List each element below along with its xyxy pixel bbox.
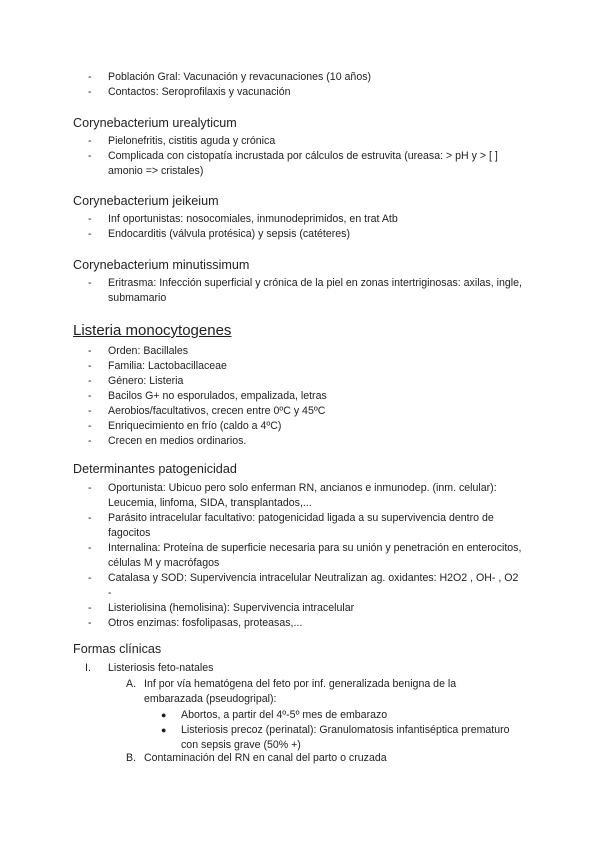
list-item: - Orden: Bacillales [0, 344, 600, 359]
list-item: - Otros enzimas: fosfolipasas, proteasas,... [0, 616, 600, 631]
list-item: - Crecen en medios ordinarios. [0, 434, 600, 449]
list-item: - Género: Listeria [0, 374, 600, 389]
list-item: - Oportunista: Ubicuo pero solo enferman RN, ancianos e inmunodep. (inm. celular): Leucemia, linfoma, SIDA, transplantados,... [0, 481, 600, 511]
section-heading-formas: Formas clínicas [73, 642, 162, 656]
list-item: - Enriquecimiento en frío (caldo a 4ºC) [0, 419, 600, 434]
bullet-item-text: Abortos, a partir del 4º-5º mes de embarazo [181, 709, 388, 721]
list-item: - Población Gral: Vacunación y revacunaciones (10 años) [0, 70, 600, 85]
alpha-item-text: Inf por vía hematógena del feto por inf. generalizada benigna de la embarazada (pseudogripal): [144, 678, 457, 705]
alpha-marker: A. [126, 678, 137, 690]
list-item: - Contactos: Seroprofilaxis y vacunación [0, 85, 600, 100]
list-item: - Bacilos G+ no esporulados, empalizada, letras [0, 389, 600, 404]
list-item: - Listeriolisina (hemolisina): Supervivencia intracelular [0, 601, 600, 616]
list-item: - Complicada con cistopatía incrustada por cálculos de estruvita (ureasa: > pH y > [ ] amonio => cristales) [0, 149, 600, 179]
section-heading-determinantes: Determinantes patogenicidad [73, 462, 237, 476]
roman-item-text: Listeriosis feto-natales [108, 662, 214, 674]
urealyticum-list [0, 134, 600, 179]
section-heading-urealyticum: Corynebacterium urealyticum [73, 116, 237, 130]
bullet-dot-icon: ● [161, 725, 167, 735]
bullet-dot-icon: ● [161, 710, 167, 720]
listeria-list [0, 344, 600, 449]
intro-list [0, 70, 600, 100]
section-heading-jeikeium: Corynebacterium jeikeium [73, 194, 219, 208]
list-item: - Parásito intracelular facultativo: patogenicidad ligada a su supervivencia dentro de fagocitos [0, 511, 600, 541]
minutissimum-list [0, 276, 600, 306]
list-item: - Eritrasma: Infección superficial y crónica de la piel en zonas intertriginosas: axilas, ingle, submamario [0, 276, 600, 306]
list-item: - Aerobios/facultativos, crecen entre 0ºC y 45ºC [0, 404, 600, 419]
roman-marker: I. [85, 662, 91, 674]
list-item: - Internalina: Proteína de superficie necesaria para su unión y penetración en enterocitos, células M y macrófagos [0, 541, 600, 571]
list-item: - Catalasa y SOD: Supervivencia intracelular Neutralizan ag. oxidantes: H2O2 , OH- , O2 - [0, 571, 600, 601]
determinantes-list [0, 481, 600, 631]
list-item: - Pielonefritis, cistitis aguda y crónica [0, 134, 600, 149]
list-item: - Endocarditis (válvula protésica) y sepsis (catéteres) [0, 227, 600, 242]
alpha-marker: B. [126, 752, 137, 764]
list-item: - Inf oportunistas: nosocomiales, inmunodeprimidos, en trat Atb [0, 212, 600, 227]
alpha-item-text: Contaminación del RN en canal del parto o cruzada [144, 752, 387, 764]
bullet-item-text: Listeriosis precoz (perinatal): Granulomatosis infantiséptica prematuro con sepsis grave (50% +) [181, 724, 510, 751]
jeikeium-list [0, 212, 600, 242]
section-heading-listeria: Listeria monocytogenes [73, 322, 232, 339]
section-heading-minutissimum: Corynebacterium minutissimum [73, 258, 250, 272]
list-item: - Familia: Lactobacillaceae [0, 359, 600, 374]
